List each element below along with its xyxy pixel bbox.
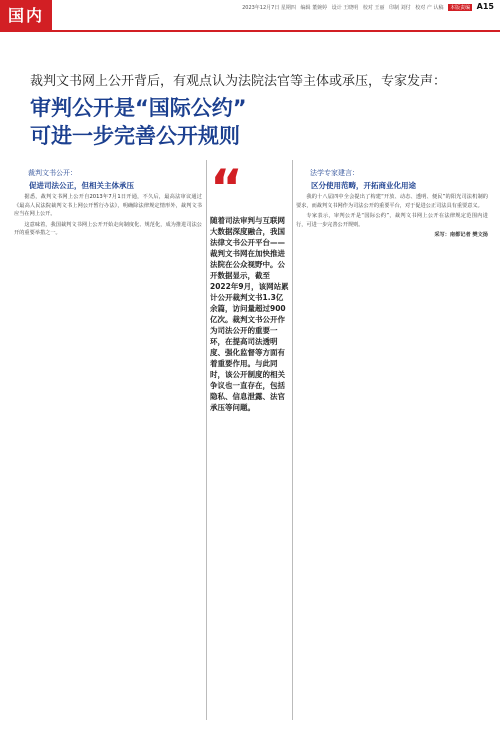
right-paragraph: 专家表示，审判公开是“国际公约”，裁判文书网上公开在法律规定范围内进行，可进一步完善公开规则。 (296, 213, 488, 228)
quote-mark-icon: “ (210, 159, 243, 217)
right-byline: 法学专家建言： (310, 169, 359, 177)
headline-line-1: 审判公开是“国际公约” (30, 96, 247, 120)
masthead-rule (52, 30, 500, 32)
masthead-meta (239, 2, 494, 11)
column-divider-left (206, 160, 207, 720)
proof-sign-credit: 校对 产 认稿 (415, 5, 444, 11)
article-kicker: 裁判文书网上公开背后，有观点认为法院法官等主体或承压，专家发声： (30, 74, 447, 89)
left-column (14, 168, 202, 240)
section-tag: 国内 (0, 0, 52, 32)
right-column (296, 168, 488, 242)
editor-credit: 编辑 董婉婷 (300, 5, 328, 11)
headline-line-2: 可进一步完善公开规则 (30, 124, 240, 148)
editor-tag: 本版责编 (450, 5, 471, 11)
print-credit: 印制 刘付 (389, 5, 411, 11)
right-subhead: 区分使用范畴，开拓商业化用途 (311, 181, 416, 190)
masthead (0, 0, 500, 36)
left-subhead: 促进司法公正，但相关主体承压 (29, 181, 134, 190)
page-bottom-fade (0, 726, 500, 750)
right-paragraph: 我的十八届四中全会提出了构建“开放、动态、透明、便民”的阳光司法机制的要求，而裁判文书网作为司法公开的重要平台，对于促进公正司法具有重要意义。 (296, 194, 488, 209)
issue-date: 2023年12月7日 星期四 (242, 5, 296, 11)
left-paragraph: 据悉，裁判文书网上公开自2013年7月1日开通，不久后，最高法审议通过《最高人民法院裁判文书上网公开暂行办法》，明确除法律规定情形外，裁判文书应当在网上公开。 (14, 194, 202, 217)
page-number: A15 (476, 2, 494, 11)
pull-quote-text: 随着司法审判与互联网大数据深度融合，我国法律文书公开平台——裁判文书网在加快推进法院在公众视野中。公开数据显示，截至2022年9月，该网站累计公开裁判文书1.3亿余篇，访问量超过900亿次。裁判文书公开作为司法公开的重要一环，在提高司法透明度、强化监督等方面有着重要作用。与此同时，该公开制度的相关争议也一直存在，包括隐私、信息泄露、法官承压等问题。 (210, 216, 289, 412)
left-paragraph: 这意味着，我国裁判文书网上公开开始走向制度化、规范化，成为推进司法公开的重要举措之一。 (14, 221, 202, 236)
design-credit: 设计 王晓明 (331, 5, 359, 11)
pull-quote (210, 159, 290, 413)
proof-credit: 校对 王丽 (362, 5, 385, 11)
left-byline: 裁判文书公开： (28, 169, 77, 177)
column-divider-right (292, 160, 293, 720)
article-source: 采写：南都记者 樊文扬 (434, 232, 488, 238)
